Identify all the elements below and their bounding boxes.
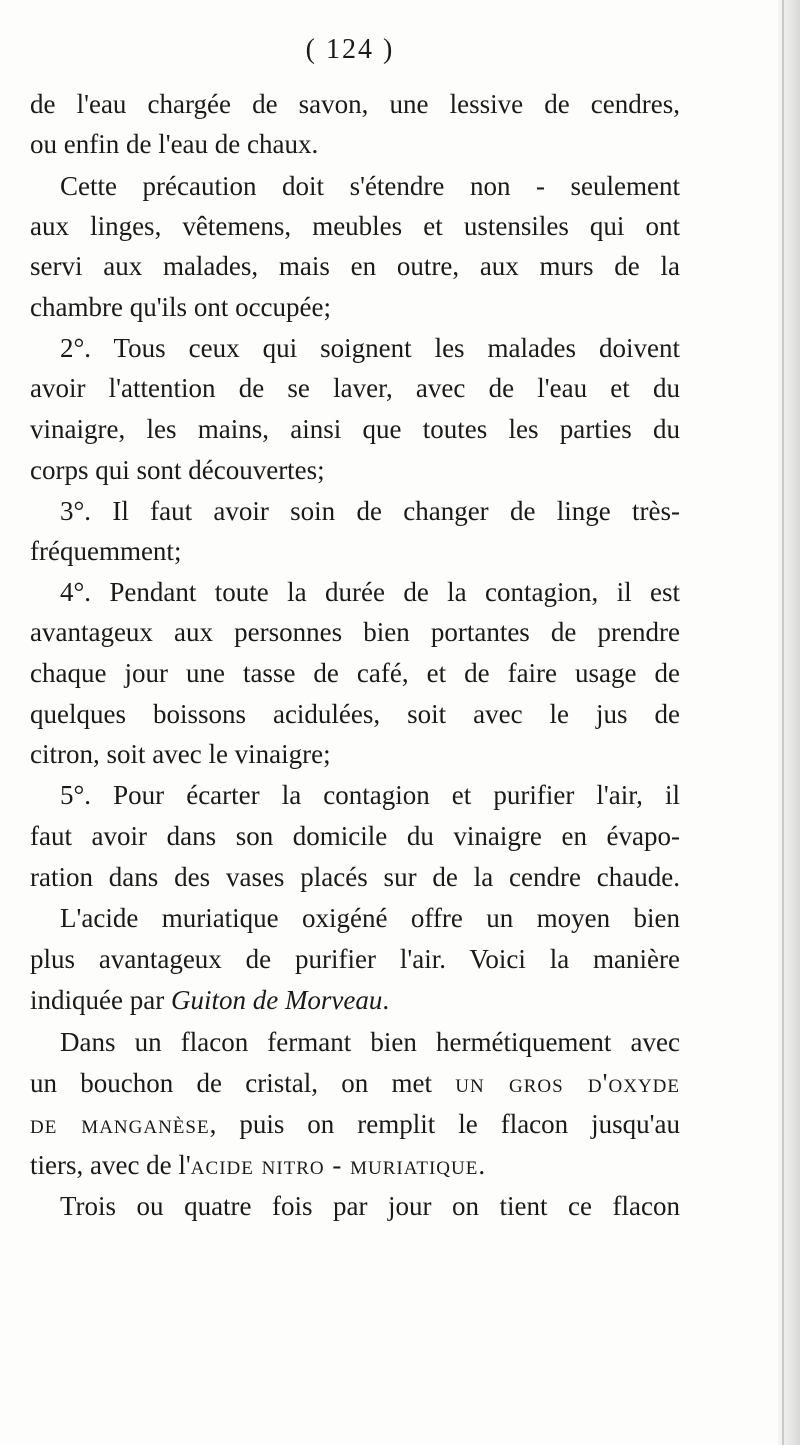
- chemical-term: un gros d'oxyde: [455, 1068, 680, 1098]
- text-line: aux linges, vêtemens, meubles et ustensiles qui ont: [30, 211, 680, 241]
- text-run: un bouchon de cristal, on met: [30, 1068, 456, 1098]
- text-line: [30, 1104, 680, 1144]
- page-edge: [778, 0, 800, 1445]
- text-line: corps qui sont découvertes;: [30, 455, 325, 485]
- text-line: quelques boissons acidulées, soit avec le jus de: [30, 699, 680, 729]
- text-run: tiers, avec de l': [30, 1150, 191, 1180]
- text-line: [30, 980, 680, 1020]
- text-line: fréquemment;: [30, 536, 182, 566]
- text-line: chaque jour une tasse de café, et de faire usage de: [30, 658, 680, 688]
- text-line: avoir l'attention de se laver, avec de l'eau et du: [30, 373, 680, 403]
- text-run: , puis on remplit le flacon jusqu'au: [209, 1109, 681, 1139]
- text-line: vinaigre, les mains, ainsi que toutes les parties du: [30, 414, 680, 444]
- text-line: servi aux malades, mais en outre, aux murs de la: [30, 251, 680, 281]
- author-name: Guiton de Morveau: [170, 985, 383, 1015]
- text-line: ou enfin de l'eau de chaux.: [30, 129, 319, 159]
- text-line: faut avoir dans son domicile du vinaigre en évapo-: [30, 821, 680, 851]
- chemical-term: de manganèse: [30, 1109, 210, 1139]
- text-run: indiquée par: [30, 985, 171, 1015]
- text-line: [30, 1063, 680, 1103]
- text-line: chambre qu'ils ont occupée;: [30, 292, 332, 322]
- text-line: Cette précaution doit s'étendre non - seulement: [60, 171, 680, 201]
- text-line: 5°. Pour écarter la contagion et purifier l'air, il: [60, 780, 680, 810]
- text-line: 3°. Il faut avoir soin de changer de linge très-: [60, 496, 680, 526]
- page-number: ( 124 ): [305, 34, 395, 65]
- text-line: ration dans des vases placés sur de la cendre chaude.: [30, 862, 680, 892]
- text-line: Dans un flacon fermant bien hermétiquement avec: [60, 1027, 680, 1057]
- text-line: avantageux aux personnes bien portantes de prendre: [30, 617, 680, 647]
- text-line: Trois ou quatre fois par jour on tient ce flacon: [60, 1191, 680, 1221]
- text-line: 2°. Tous ceux qui soignent les malades doivent: [60, 333, 680, 363]
- text-line: de l'eau chargée de savon, une lessive de cendres,: [30, 89, 680, 119]
- text-line: L'acide muriatique oxigéné offre un moyen bien: [60, 903, 680, 933]
- text-run: .: [478, 1150, 486, 1180]
- text-line: citron, soit avec le vinaigre;: [30, 739, 331, 769]
- text-line: plus avantageux de purifier l'air. Voici la manière: [30, 944, 680, 974]
- text-line: 4°. Pendant toute la durée de la contagion, il est: [60, 577, 680, 607]
- text-run: .: [382, 985, 390, 1015]
- text-line: [30, 1145, 680, 1185]
- chemical-term: acide nitro - muriatique: [190, 1150, 479, 1180]
